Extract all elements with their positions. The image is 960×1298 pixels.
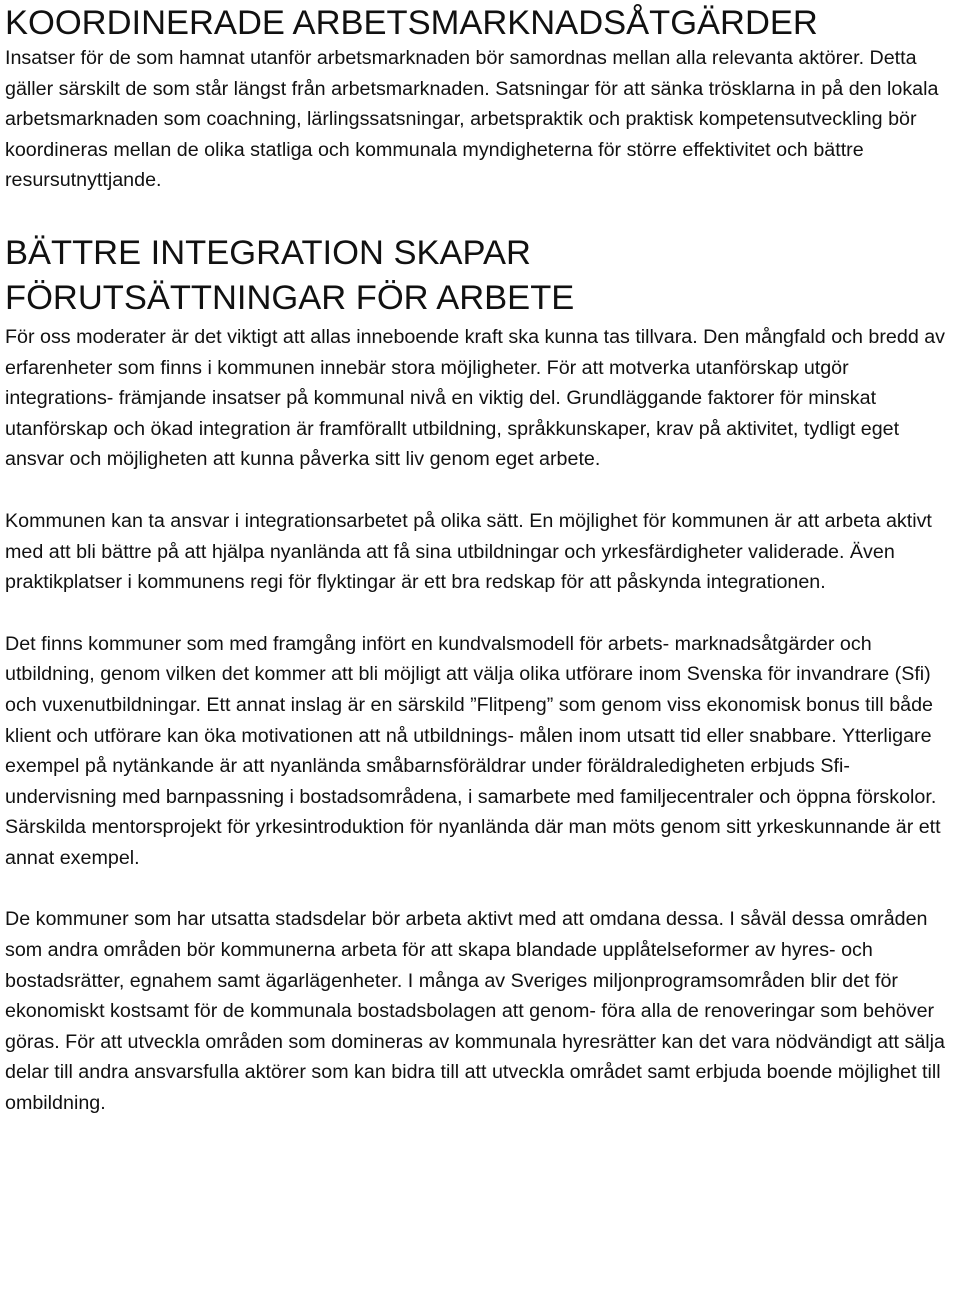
body-paragraph: De kommuner som har utsatta stadsdelar bör arbeta aktivt med att omdana dessa. I såväl dessa områden som andra områden bör kommunerna arbeta för att skapa blandade upplåtelseformer av hyres- och bostadsrätter, egnahem samt ägarlägenheter. I många av Sveriges miljonprogramsområden blir det för ekonomiskt kostsamt för de kommunala bostadsbolagen att genom- föra alla de renoveringar som behöver göras. För att utveckla områden som domineras av kommunala hyresrätter kan det vara nödvändigt att sälja delar till andra ansvarsfulla aktörer som kan bidra till att utveckla området samt erbjuda boende möjlighet till ombildning.: [5, 908, 945, 1115]
body-paragraph: För oss moderater är det viktigt att allas inneboende kraft ska kunna tas tillvara. Den mångfald och bredd av erfarenheter som finns i kommunen innebär stora möjligheter. För att motverka utanförskap utgör integrations- främjande insatser på kommunal nivå en viktig del. Grundläggande faktorer för minskat utanförskap och ökad integration är framförallt utbildning, språkkunskaper, krav på aktivitet, tydligt eget ansvar och möjligheten att kunna påverka sitt liv genom eget arbete.: [5, 325, 946, 471]
section-heading: KOORDINERADE ARBETSMARKNADSÅTGÄRDER: [5, 4, 818, 42]
section-heading-line-1: BÄTTRE INTEGRATION SKAPAR: [5, 233, 531, 272]
section-battre-integration: [5, 231, 960, 1119]
section-heading-line-2: FÖRUTSÄTTNINGAR FÖR ARBETE: [5, 278, 575, 317]
section-koordinerade-arbetsmarknadsatgarder: [5, 0, 960, 196]
body-paragraph: Kommunen kan ta ansvar i integrationsarbetet på olika sätt. En möjlighet för kommunen är att arbeta aktivt med att bli bättre på att hjälpa nyanlända att få sina utbildningar och yrkesfärdigheter validerade. Även praktikplatser i kommunens regi för flyktingar är ett bra redskap för att påskynda integrationen.: [5, 509, 932, 594]
body-paragraph: Insatser för de som hamnat utanför arbetsmarknaden bör samordnas mellan alla relevanta aktörer. Detta gäller särskilt de som står längst från arbetsmarknaden. Satsningar för att sänka trösklarna in på den lokala arbetsmarknaden som coachning, lärlingssatsningar, arbetspraktik och praktisk kompetensutveckling bör koordineras mellan de olika statliga och kommunala myndigheterna för större effektivitet och bättre resursutnyttjande.: [5, 47, 939, 192]
document-page: [5, 0, 960, 1119]
body-paragraph: Det finns kommuner som med framgång infört en kundvalsmodell för arbets- marknadsåtgärder och utbildning, genom vilken det kommer att bli möjligt att välja olika utförare inom Svenska för invandrare (Sfi) och vuxenutbildningar. Ett annat inslag är en särskild ”Flitpeng” som genom viss ekonomisk bonus till både klient och utförare kan öka motivationen att nå utbildnings- målen inom utsatt tid eller snabbare. Ytterligare exempel på nytänkande är att nyanlända småbarnsföräldrar under föräldraledigheten erbjuds Sfi- undervisning med barnpassning i bostadsområdena, i samarbete med familjecentraler och öppna förskolor. Särskilda mentorsprojekt för yrkesintroduktion för nyanlända där man möts genom sitt yrkeskunnande är ett annat exempel.: [5, 632, 941, 869]
